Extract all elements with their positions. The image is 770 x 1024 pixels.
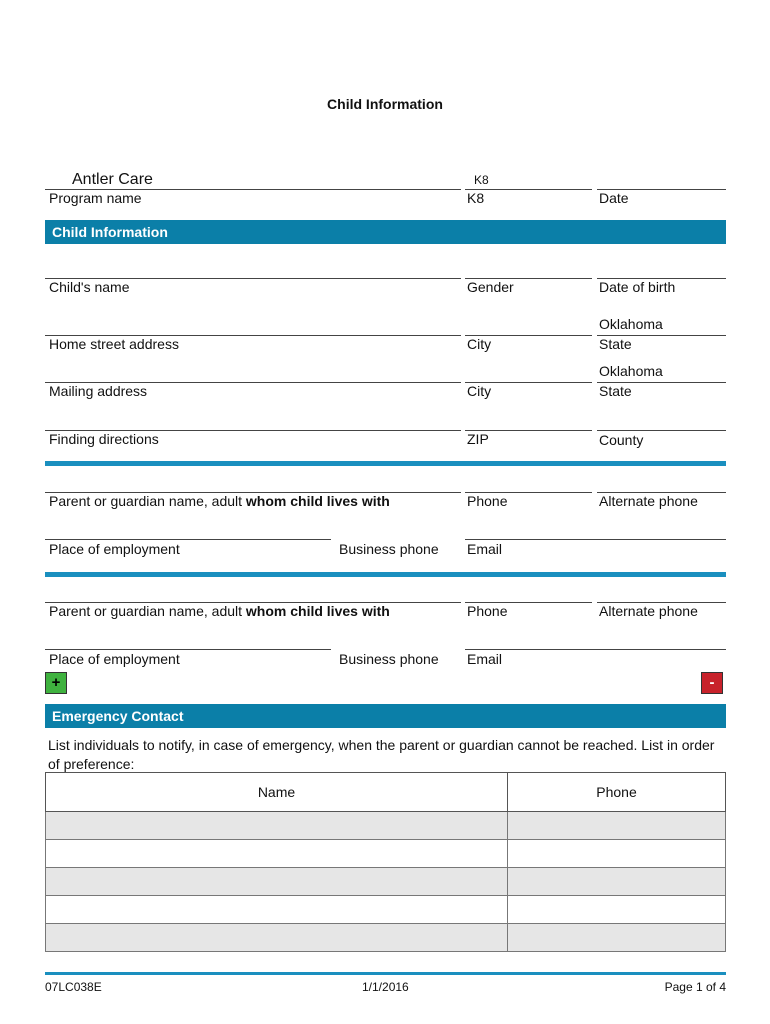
contact-name-cell[interactable] (46, 840, 508, 868)
child-information-header: Child Information (45, 220, 726, 244)
guardian1-business-phone-label: Business phone (339, 541, 439, 557)
mailing-city-label: City (467, 383, 492, 399)
dob-label: Date of birth (599, 279, 676, 295)
grade-value: K8 (467, 190, 485, 206)
contact-name-cell[interactable] (46, 868, 508, 896)
date-label: Date (599, 190, 629, 206)
contact-name-cell[interactable] (46, 896, 508, 924)
guardian1-name-label: Parent or guardian name, adult whom child lives with (49, 493, 390, 509)
table-row (46, 868, 726, 896)
form-date: 1/1/2016 (362, 980, 409, 994)
mailing-address-label: Mailing address (49, 383, 148, 399)
form-code: 07LC038E (45, 980, 102, 994)
guardian2-business-phone-label: Business phone (339, 651, 439, 667)
guardian2-phone-label: Phone (467, 603, 508, 619)
section-divider-1 (45, 461, 726, 466)
table-header-row (46, 773, 726, 812)
contact-name-cell[interactable] (46, 924, 508, 952)
column-header-phone: Phone (508, 773, 726, 812)
guardian1-employment-label: Place of employment (49, 541, 180, 557)
contact-phone-cell[interactable] (508, 812, 726, 840)
guardian1-phone-label: Phone (467, 493, 508, 509)
zip-label: ZIP (467, 431, 489, 447)
guardian2-alt-phone-label: Alternate phone (599, 603, 698, 619)
guardian2-email-field[interactable] (465, 649, 726, 650)
guardian2-employment-field[interactable] (45, 649, 331, 650)
guardian1-alt-phone-label: Alternate phone (599, 493, 698, 509)
emergency-contact-header: Emergency Contact (45, 704, 726, 728)
remove-guardian-button[interactable]: - (701, 672, 723, 694)
add-guardian-button[interactable]: + (45, 672, 67, 694)
mailing-state-value[interactable]: Oklahoma (599, 363, 663, 379)
county-label: County (599, 432, 644, 448)
column-header-name: Name (46, 773, 508, 812)
page-number: Page 1 of 4 (664, 980, 726, 994)
guardian2-employment-label: Place of employment (49, 651, 180, 667)
program-name-value[interactable]: Antler Care (72, 171, 153, 188)
page-title: Child Information (327, 96, 443, 112)
home-address-label: Home street address (49, 336, 179, 352)
home-city-label: City (467, 336, 492, 352)
home-state-value[interactable]: Oklahoma (599, 316, 663, 332)
county-field[interactable] (597, 430, 726, 431)
table-row (46, 896, 726, 924)
table-row (46, 840, 726, 868)
gender-label: Gender (467, 279, 514, 295)
contact-name-cell[interactable] (46, 812, 508, 840)
table-row (46, 924, 726, 952)
childs-name-label: Child's name (49, 279, 130, 295)
guardian2-name-label: Parent or guardian name, adult whom child lives with (49, 603, 390, 619)
directions-label: Finding directions (49, 431, 159, 447)
footer-divider (45, 972, 726, 975)
contact-phone-cell[interactable] (508, 840, 726, 868)
contact-phone-cell[interactable] (508, 868, 726, 896)
guardian1-employment-field[interactable] (45, 539, 331, 540)
mailing-state-label: State (599, 383, 632, 399)
emergency-contacts-table (45, 772, 726, 952)
contact-phone-cell[interactable] (508, 924, 726, 952)
guardian1-email-field[interactable] (465, 539, 726, 540)
grade-value-small[interactable]: K8 (474, 173, 489, 187)
guardian1-email-label: Email (467, 541, 503, 557)
guardian2-email-label: Email (467, 651, 503, 667)
section-divider-2 (45, 572, 726, 577)
emergency-instructions: List individuals to notify, in case of emergency, when the parent or guardian cannot be reached. List in order of preference: (48, 737, 715, 772)
table-row (46, 812, 726, 840)
home-state-label: State (599, 336, 632, 352)
contact-phone-cell[interactable] (508, 896, 726, 924)
program-name-label: Program name (49, 190, 142, 206)
